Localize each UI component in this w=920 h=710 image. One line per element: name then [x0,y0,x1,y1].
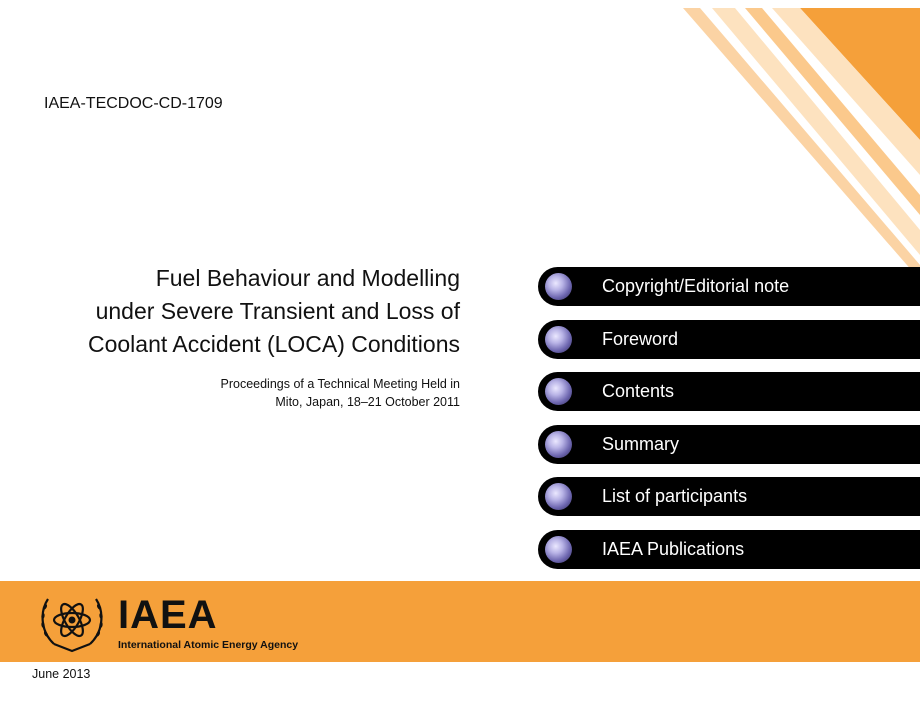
document-subtitle [20,375,460,411]
title-line: Fuel Behaviour and Modelling [155,265,460,291]
iaea-atom-emblem-icon [34,589,110,655]
navigation-menu [538,267,920,582]
menu-item-copyright[interactable] [538,267,920,306]
title-line: under Severe Transient and Loss of [95,298,460,324]
menu-item-contents[interactable] [538,372,920,411]
subtitle-line: Mito, Japan, 18–21 October 2011 [275,395,460,409]
bullet-orb-icon [545,483,572,510]
footer-band [0,581,920,662]
bullet-orb-icon [545,431,572,458]
iaea-logo-text: IAEA [118,593,218,637]
document-code: IAEA-TECDOC-CD-1709 [44,95,223,112]
menu-item-label: List of participants [602,486,748,506]
document-title [20,262,460,361]
title-line: Coolant Accident (LOCA) Conditions [87,331,460,357]
agency-name: International Atomic Energy Agency [118,639,299,651]
menu-item-label: Foreword [602,328,679,349]
menu-item-label: Contents [602,381,675,401]
menu-item-publications[interactable] [538,530,920,569]
subtitle-line: Proceedings of a Technical Meeting Held in [220,377,460,391]
menu-item-label: Copyright/Editorial note [602,276,790,296]
bullet-orb-icon [545,273,572,300]
menu-item-label: IAEA Publications [602,538,745,559]
menu-item-foreword[interactable] [538,320,920,359]
menu-item-participants[interactable] [538,477,920,516]
publication-date: June 2013 [32,667,91,681]
menu-item-summary[interactable] [538,425,920,464]
menu-item-label: Summary [602,433,680,454]
bullet-orb-icon [545,378,572,405]
bullet-orb-icon [545,536,572,563]
bullet-orb-icon [545,326,572,353]
